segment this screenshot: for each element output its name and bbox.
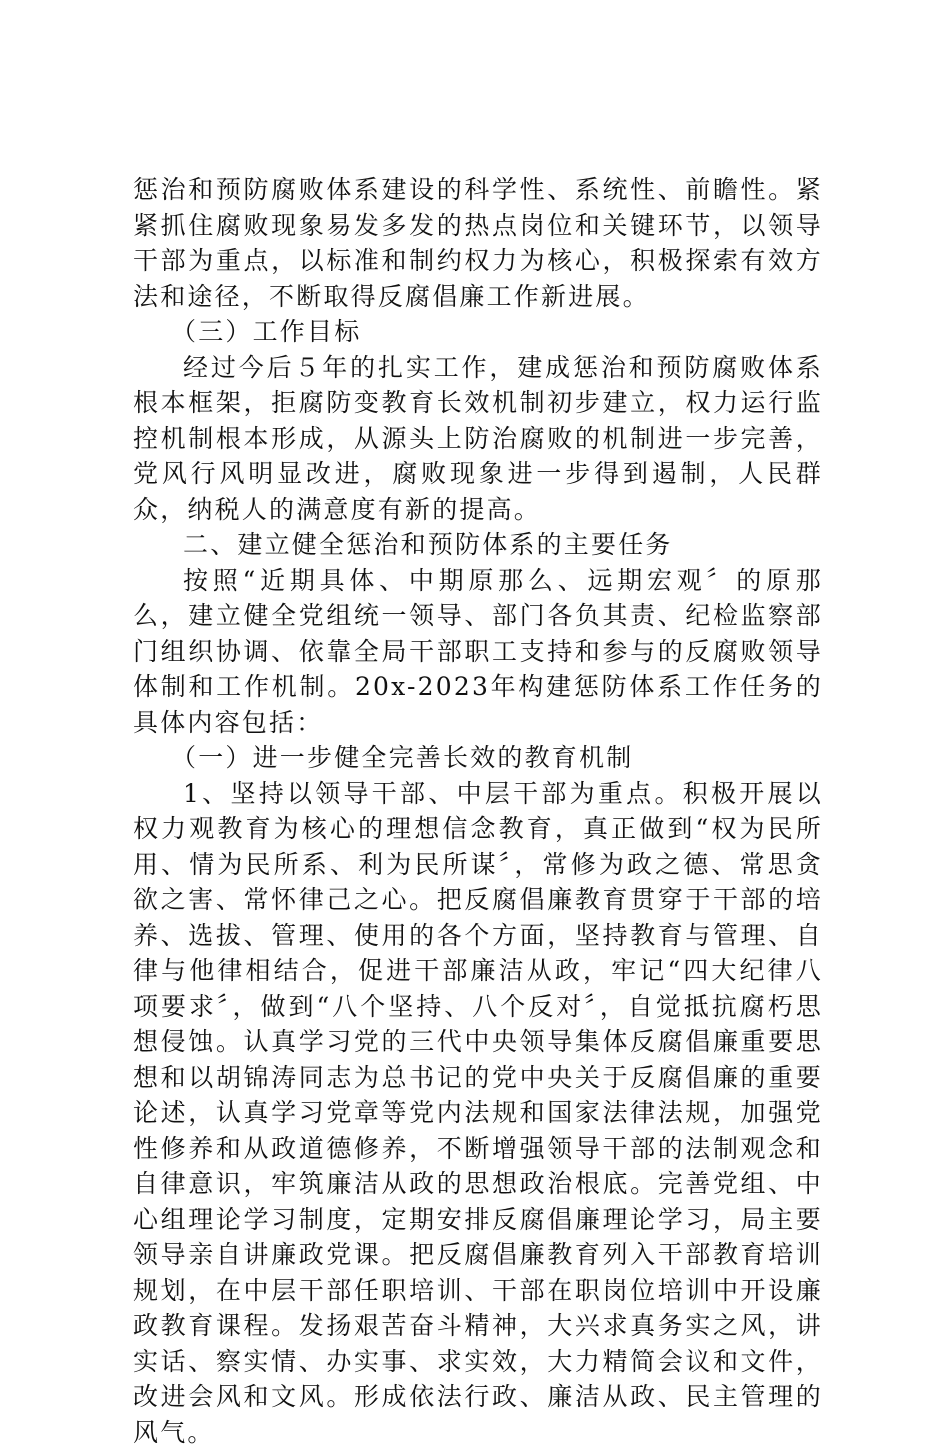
section-heading-work-goals: （三）工作目标	[133, 314, 823, 350]
section-heading-education-mechanism: （一）进一步健全完善长效的教育机制	[133, 740, 823, 776]
section-heading-main-tasks: 二、建立健全惩治和预防体系的主要任务	[133, 527, 823, 563]
paragraph-education-mechanism: 1、坚持以领导干部、中层干部为重点。积极开展以权力观教育为核心的理想信念教育，真正做到“权为民所用、情为民所系、利为民所谋〞，常修为政之德、常思贪欲之害、常怀律己之心。把反腐倡廉教育贯穿于干部的培养、选拔、管理、使用的各个方面，坚持教育与管理、自律与他律相结合，促进干部廉洁从政，牢记“四大纪律八项要求〞，做到“八个坚持、八个反对〞，自觉抵抗腐朽思想侵蚀。认真学习党的三代中央领导集体反腐倡廉重要思想和以胡锦涛同志为总书记的党中央关于反腐倡廉的重要论述，认真学习党章等党内法规和国家法律法规，加强党性修养和从政道德修养，不断增强领导干部的法制观念和自律意识，牢筑廉洁从政的思想政治根底。完善党组、中心组理论学习制度，定期安排反腐倡廉理论学习，局主要领导亲自讲廉政党课。把反腐倡廉教育列入干部教育培训规划，在中层干部任职培训、干部在职岗位培训中开设廉政教育课程。发扬艰苦奋斗精神，大兴求真务实之风，讲实话、察实情、办实事、求实效，大力精简会议和文件，改进会风和文风。形成依法行政、廉洁从政、民主管理的风气。	[133, 776, 823, 1450]
document-body	[133, 172, 823, 1450]
paragraph-work-goals: 经过今后５年的扎实工作，建成惩治和预防腐败体系根本框架，拒腐防变教育长效机制初步建立，权力运行监控机制根本形成，从源头上防治腐败的机制进一步完善，党风行风明显改进，腐败现象进一步得到遏制，人民群众，纳税人的满意度有新的提高。	[133, 350, 823, 528]
paragraph-continuation: 惩治和预防腐败体系建设的科学性、系统性、前瞻性。紧紧抓住腐败现象易发多发的热点岗位和关键环节，以领导干部为重点，以标准和制约权力为核心，积极探索有效方法和途径，不断取得反腐倡廉工作新进展。	[133, 172, 823, 314]
paragraph-main-tasks: 按照“近期具体、中期原那么、远期宏观〞的原那么，建立健全党组统一领导、部门各负其责、纪检监察部门组织协调、依靠全局干部职工支持和参与的反腐败领导体制和工作机制。20x-2023年构建惩防体系工作任务的具体内容包括：	[133, 563, 823, 741]
